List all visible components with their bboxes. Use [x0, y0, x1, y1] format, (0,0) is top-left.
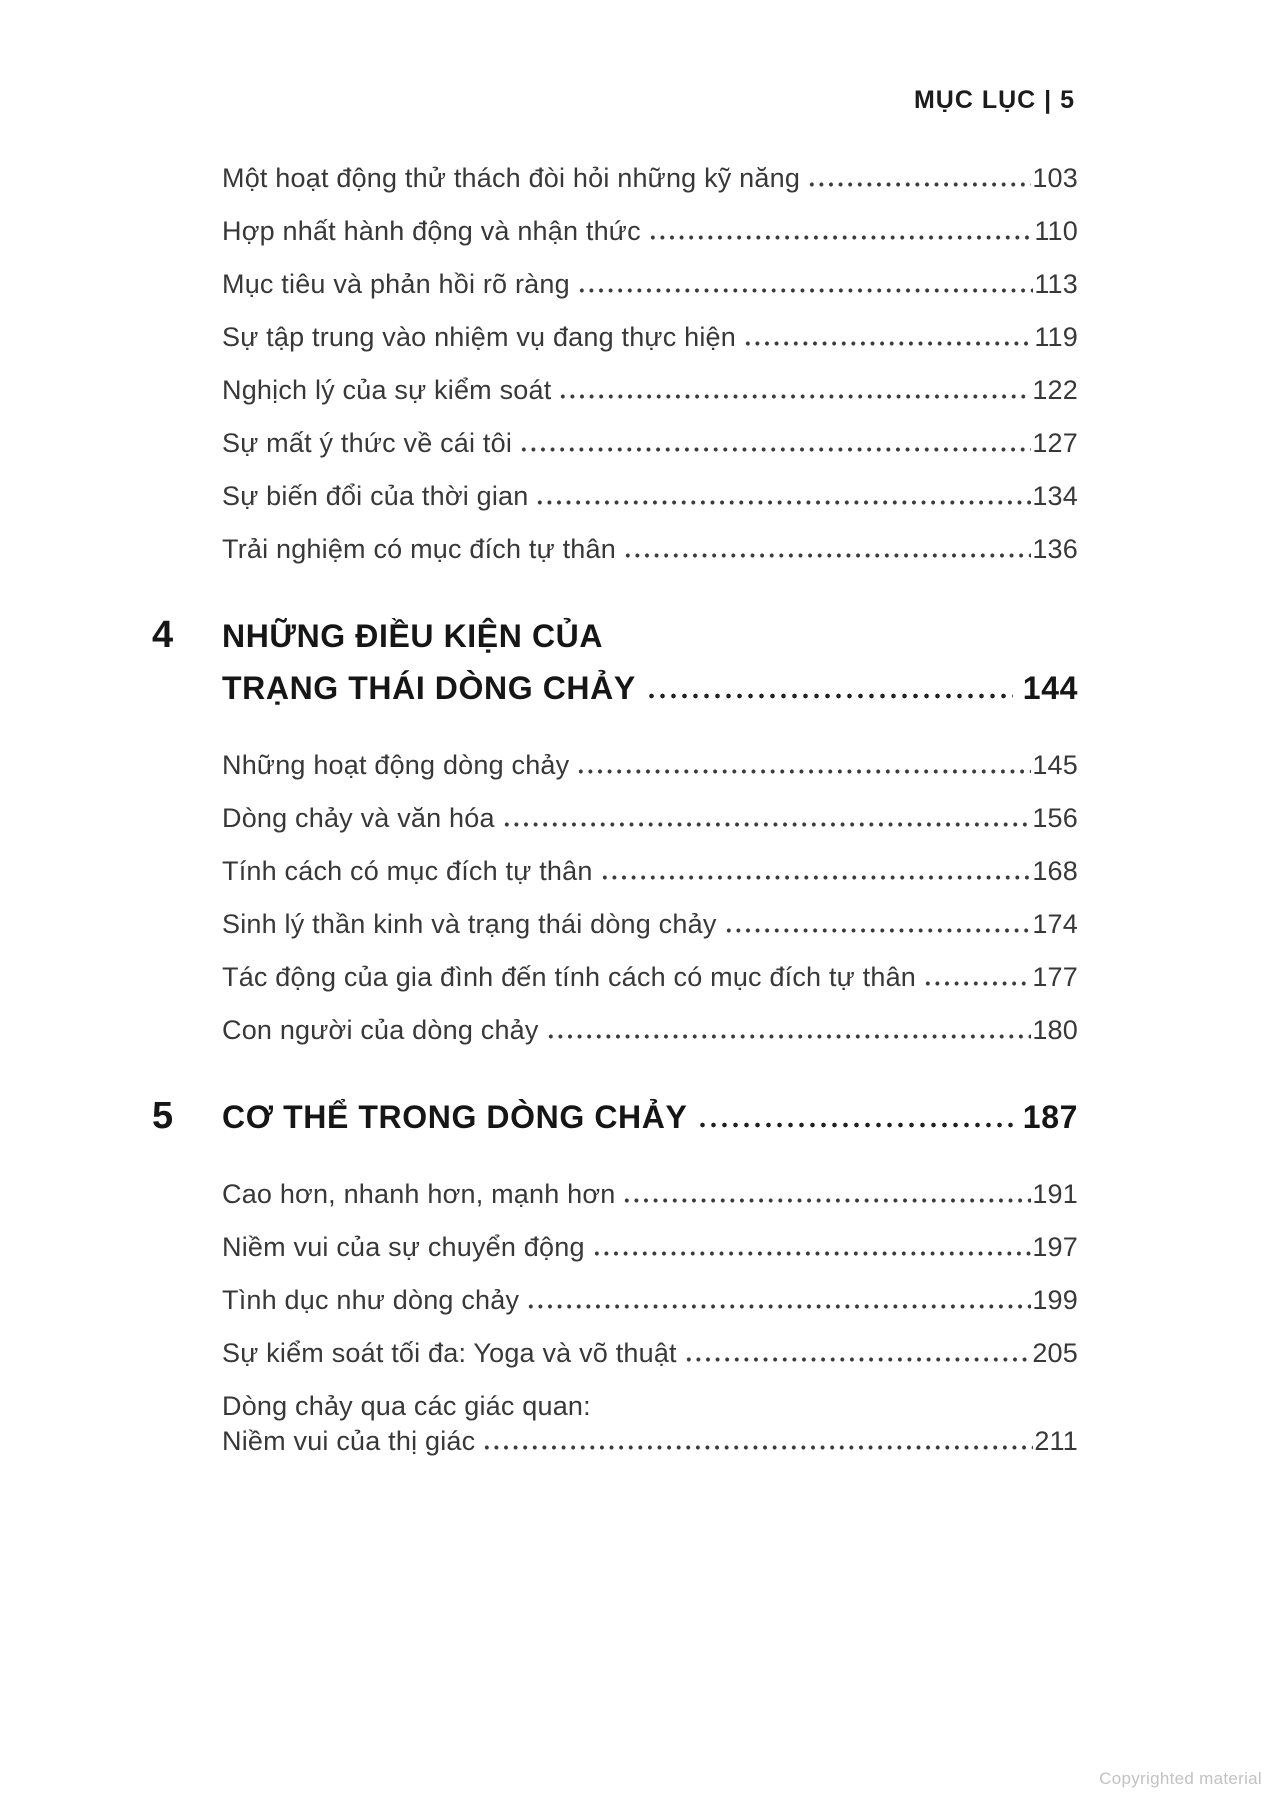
toc-entry [152, 534, 1078, 564]
toc-entry-label: Sự mất ý thức về cái tôi [222, 428, 513, 458]
dotted-leader [546, 1034, 1032, 1039]
toc-entry-page: 127 [1032, 428, 1078, 458]
toc-entry [152, 1179, 1078, 1209]
toc-entry [152, 163, 1078, 193]
toc-entry-label: Nghịch lý của sự kiểm soát [222, 375, 552, 405]
toc-entry-page: 136 [1032, 534, 1078, 564]
toc-content [152, 163, 1078, 1456]
toc-entry-label: Hợp nhất hành động và nhận thức [222, 216, 641, 246]
dotted-leader [558, 394, 1031, 399]
chapter-title-line2: TRẠNG THÁI DÒNG CHẢY [222, 670, 636, 706]
toc-entry-page: 191 [1032, 1179, 1078, 1209]
toc-entry-pre-label: Dòng chảy qua các giác quan: [222, 1391, 591, 1421]
chapter-title-line1: NHỮNG ĐIỀU KIỆN CỦA [222, 618, 604, 654]
toc-entry [152, 322, 1078, 352]
toc-entry [152, 909, 1078, 939]
toc-entry-page: 211 [1034, 1426, 1078, 1456]
dotted-leader [482, 1445, 1033, 1450]
chapter-number: 4 [152, 614, 174, 656]
dotted-leader [526, 1304, 1031, 1309]
toc-entry-label: Niềm vui của thị giác [222, 1426, 476, 1456]
dotted-leader [684, 1357, 1032, 1362]
toc-entry-page: 134 [1032, 481, 1078, 511]
toc-entry [152, 856, 1078, 886]
toc-entry [152, 750, 1078, 780]
toc-entry-page: 197 [1032, 1232, 1078, 1262]
toc-entry-page: 174 [1032, 909, 1078, 939]
toc-entry [152, 1285, 1078, 1315]
toc-entry-label: Niềm vui của sự chuyển động [222, 1232, 585, 1262]
toc-entry-label: Cao hơn, nhanh hơn, mạnh hơn [222, 1179, 616, 1209]
toc-entry-label: Một hoạt động thử thách đòi hỏi những kỹ năng [222, 163, 801, 193]
page-header-text: MỤC LỤC | 5 [913, 86, 1075, 114]
dotted-leader [535, 500, 1031, 505]
toc-entry-label: Sự kiểm soát tối đa: Yoga và võ thuật [222, 1338, 677, 1368]
toc-entry-page: 199 [1032, 1285, 1078, 1315]
dotted-leader [648, 235, 1034, 240]
toc-entry-label: Sự biến đổi của thời gian [222, 481, 529, 511]
dotted-leader [923, 981, 1031, 986]
toc-entry [152, 269, 1078, 299]
chapter-title: CƠ THỂ TRONG DÒNG CHẢY [222, 1099, 688, 1135]
dotted-leader [622, 1198, 1031, 1203]
chapter-page: 144 [1022, 670, 1078, 706]
toc-entry-page: 103 [1032, 163, 1078, 193]
toc-entry [152, 1232, 1078, 1262]
toc-entry-label: Dòng chảy và văn hóa [222, 803, 495, 833]
toc-entry-label: Con người của dòng chảy [222, 1015, 539, 1045]
dotted-leader [577, 288, 1034, 293]
chapter-heading-5 [152, 1091, 1078, 1143]
dotted-leader [724, 928, 1032, 933]
chapter-page: 187 [1022, 1099, 1078, 1135]
toc-entry-page: 156 [1032, 803, 1078, 833]
dotted-leader [600, 875, 1032, 880]
toc-entry-label: Tình dục như dòng chảy [222, 1285, 520, 1315]
toc-entry-label: Mục tiêu và phản hồi rõ ràng [222, 269, 570, 299]
dotted-leader [623, 553, 1031, 558]
dotted-leader [502, 822, 1032, 827]
dotted-leader [592, 1251, 1032, 1256]
dotted-leader [743, 341, 1033, 346]
toc-entry-page: 110 [1034, 216, 1078, 246]
toc-entry [152, 216, 1078, 246]
page-header [0, 86, 1075, 115]
dotted-leader [646, 693, 1013, 699]
toc-entry-label: Sự tập trung vào nhiệm vụ đang thực hiện [222, 322, 736, 352]
dotted-leader [519, 447, 1031, 452]
toc-entry-label: Sinh lý thần kinh và trạng thái dòng chảy [222, 909, 717, 939]
toc-entry [152, 803, 1078, 833]
toc-entry-page: 168 [1032, 856, 1078, 886]
toc-entry-page: 180 [1032, 1015, 1078, 1045]
toc-entry [152, 481, 1078, 511]
toc-entry-page: 113 [1034, 269, 1078, 299]
toc-entry-label: Những hoạt động dòng chảy [222, 750, 570, 780]
toc-entry-label: Tính cách có mục đích tự thân [222, 856, 593, 886]
chapter-heading-4 [152, 610, 1078, 714]
toc-entry-page: 122 [1032, 375, 1078, 405]
toc-entry-page: 119 [1034, 322, 1078, 352]
toc-entry-label: Trải nghiệm có mục đích tự thân [222, 534, 616, 564]
toc-entry [152, 375, 1078, 405]
toc-entry-page: 205 [1032, 1338, 1078, 1368]
toc-entry [152, 962, 1078, 992]
copyright-notice: Copyrighted material [1099, 1769, 1262, 1788]
toc-entry [152, 1338, 1078, 1368]
toc-entry [152, 1015, 1078, 1045]
toc-entry-two-line [152, 1391, 1078, 1456]
dotted-leader [807, 182, 1031, 187]
toc-entry [152, 428, 1078, 458]
toc-entry-label: Tác động của gia đình đến tính cách có mục đích tự thân [222, 962, 917, 992]
dotted-leader [576, 769, 1031, 774]
chapter-number: 5 [152, 1095, 174, 1137]
toc-entry-page: 177 [1032, 962, 1078, 992]
dotted-leader [697, 1122, 1012, 1128]
toc-entry-page: 145 [1032, 750, 1078, 780]
